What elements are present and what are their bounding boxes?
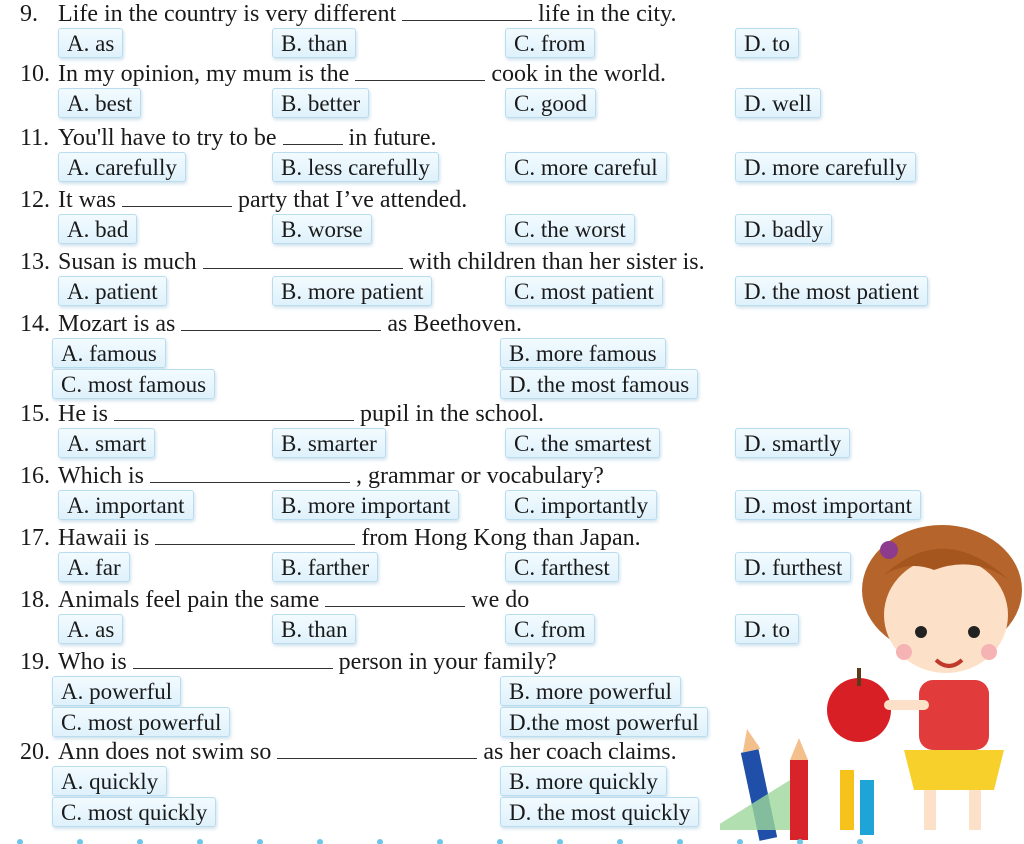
answer-blank	[355, 60, 485, 81]
answer-option[interactable]: D. most important	[735, 490, 921, 520]
question-text-before: Who is	[58, 649, 127, 675]
answer-option[interactable]: C. more careful	[505, 152, 667, 182]
answer-option[interactable]: D. to	[735, 614, 799, 644]
question-text-after: cook in the world.	[491, 61, 666, 87]
question-18	[20, 586, 529, 614]
question-17	[20, 524, 641, 552]
question-text-after: we do	[471, 587, 530, 613]
question-text-before: Mozart is as	[58, 311, 176, 337]
answer-option[interactable]: A. far	[58, 552, 130, 582]
question-10	[20, 60, 666, 88]
answer-option[interactable]: A. important	[58, 490, 194, 520]
question-number: 14.	[20, 311, 50, 337]
answer-blank	[133, 648, 333, 669]
question-text-before: It was	[58, 187, 116, 213]
answer-option[interactable]: A. famous	[52, 338, 166, 368]
answer-option[interactable]: B. more powerful	[500, 676, 681, 706]
question-number: 9.	[20, 1, 38, 27]
question-number: 16.	[20, 463, 50, 489]
answer-option[interactable]: D. more carefully	[735, 152, 916, 182]
question-number: 18.	[20, 587, 50, 613]
question-number: 12.	[20, 187, 50, 213]
question-text-before: Ann does not swim so	[58, 739, 272, 765]
answer-blank	[181, 310, 381, 331]
answer-option[interactable]: A. powerful	[52, 676, 181, 706]
answer-option[interactable]: A. bad	[58, 214, 137, 244]
colored-pencils-illustration	[720, 720, 900, 844]
question-number: 13.	[20, 249, 50, 275]
question-16	[20, 462, 604, 490]
answer-option[interactable]: A. smart	[58, 428, 155, 458]
answer-blank	[325, 586, 465, 607]
question-text-before: In my opinion, my mum is the	[58, 61, 350, 87]
decorative-border	[0, 836, 1024, 844]
answer-option[interactable]: A. quickly	[52, 766, 167, 796]
question-12	[20, 186, 467, 214]
answer-blank	[203, 248, 403, 269]
answer-blank	[283, 124, 343, 145]
question-text-after: as her coach claims.	[483, 739, 677, 765]
answer-option[interactable]: A. carefully	[58, 152, 186, 182]
answer-option[interactable]: B. more patient	[272, 276, 432, 306]
answer-option[interactable]: D. the most quickly	[500, 797, 699, 827]
question-text-before: Which is	[58, 463, 144, 489]
answer-option[interactable]: D. furthest	[735, 552, 851, 582]
answer-option[interactable]: D. badly	[735, 214, 832, 244]
answer-blank	[122, 186, 232, 207]
answer-option[interactable]: A. as	[58, 28, 123, 58]
answer-option[interactable]: B. better	[272, 88, 369, 118]
answer-option[interactable]: B. smarter	[272, 428, 386, 458]
question-number: 15.	[20, 401, 50, 427]
answer-option[interactable]: C. importantly	[505, 490, 657, 520]
answer-option[interactable]: A. patient	[58, 276, 167, 306]
question-9	[20, 0, 677, 28]
answer-option[interactable]: C. the smartest	[505, 428, 660, 458]
answer-option[interactable]: C. from	[505, 28, 595, 58]
answer-option[interactable]: B. than	[272, 614, 356, 644]
answer-option[interactable]: B. less carefully	[272, 152, 439, 182]
question-text-before: Animals feel pain the same	[58, 587, 320, 613]
question-text-after: with children than her sister is.	[408, 249, 705, 275]
question-text-after: as Beethoven.	[387, 311, 522, 337]
answer-option[interactable]: D. well	[735, 88, 821, 118]
answer-option[interactable]: C. from	[505, 614, 595, 644]
answer-blank	[277, 738, 477, 759]
question-text-before: Hawaii is	[58, 525, 150, 551]
answer-option[interactable]: D. the most famous	[500, 369, 698, 399]
answer-option[interactable]: D.the most powerful	[500, 707, 708, 737]
question-text-after: , grammar or vocabulary?	[355, 463, 604, 489]
question-text-after: person in your family?	[338, 649, 557, 675]
question-20	[20, 738, 677, 766]
answer-option[interactable]: B. more quickly	[500, 766, 667, 796]
question-text-before: Life in the country is very different	[58, 1, 397, 27]
answer-option[interactable]: B. more important	[272, 490, 459, 520]
answer-option[interactable]: B. than	[272, 28, 356, 58]
answer-option[interactable]: D. the most patient	[735, 276, 928, 306]
answer-option[interactable]: B. farther	[272, 552, 378, 582]
question-text-before: He is	[58, 401, 108, 427]
question-text-before: You'll have to try to be	[58, 125, 277, 151]
answer-option[interactable]: B. worse	[272, 214, 372, 244]
answer-option[interactable]: A. best	[58, 88, 141, 118]
question-number: 10.	[20, 61, 50, 87]
answer-option[interactable]: C. most quickly	[52, 797, 216, 827]
question-number: 20.	[20, 739, 50, 765]
question-13	[20, 248, 705, 276]
question-number: 11.	[20, 125, 50, 151]
answer-option[interactable]: D. smartly	[735, 428, 850, 458]
answer-option[interactable]: C. most famous	[52, 369, 215, 399]
question-text-after: in future.	[348, 125, 437, 151]
question-text-after: from Hong Kong than Japan.	[361, 525, 641, 551]
answer-option[interactable]: C. farthest	[505, 552, 619, 582]
question-11	[20, 124, 437, 152]
question-number: 19.	[20, 649, 50, 675]
question-text-before: Susan is much	[58, 249, 197, 275]
question-number: 17.	[20, 525, 50, 551]
question-19	[20, 648, 557, 676]
answer-blank	[114, 400, 354, 421]
question-text-after: life in the city.	[538, 1, 677, 27]
question-15	[20, 400, 544, 428]
question-text-after: party that I’ve attended.	[237, 187, 468, 213]
question-text-after: pupil in the school.	[360, 401, 544, 427]
answer-blank	[402, 0, 532, 21]
answer-blank	[155, 524, 355, 545]
answer-option[interactable]: C. most patient	[505, 276, 663, 306]
question-14	[20, 310, 522, 338]
answer-option[interactable]: B. more famous	[500, 338, 666, 368]
answer-option[interactable]: C. most powerful	[52, 707, 230, 737]
answer-blank	[150, 462, 350, 483]
answer-option[interactable]: C. the worst	[505, 214, 635, 244]
answer-option[interactable]: A. as	[58, 614, 123, 644]
answer-option[interactable]: C. good	[505, 88, 596, 118]
answer-option[interactable]: D. to	[735, 28, 799, 58]
